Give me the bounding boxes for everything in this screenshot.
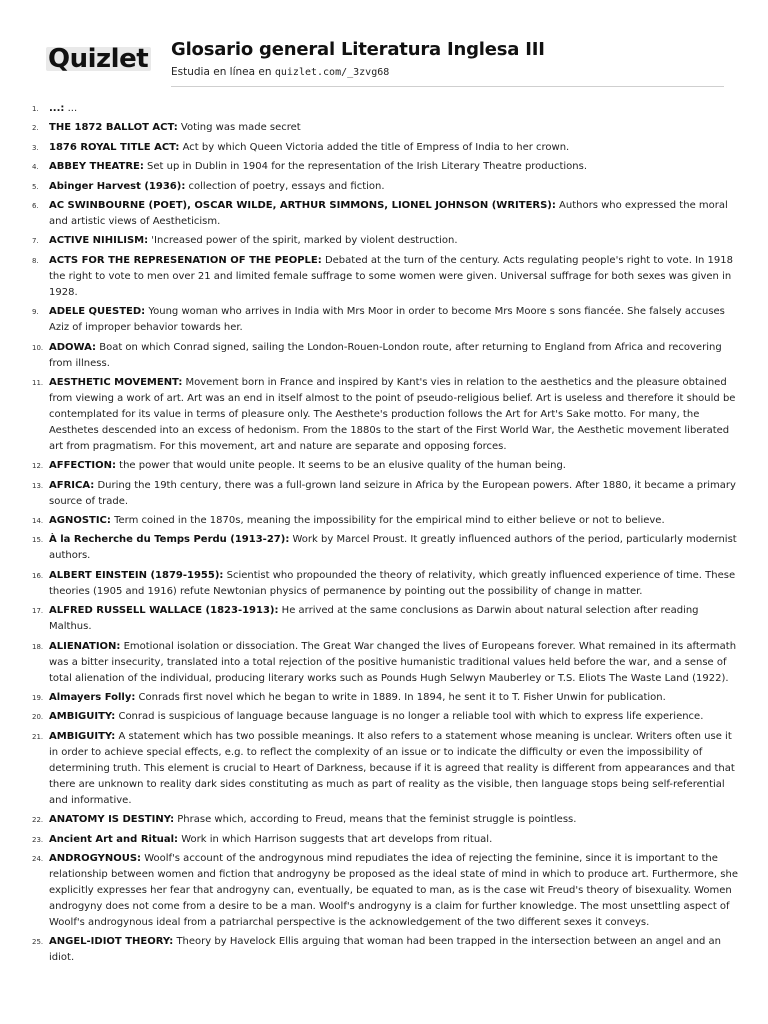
entry-number: 21. [32,732,44,741]
entry-number: 17. [32,607,44,616]
glossary-entry [32,690,738,706]
entry-definition: Emotional isolation or dissociation. The Great War changed the lives of Europeans forever. What remained in its aftermath was a bitter insecurity, translated into a total rejection of the positive humanistic traditional values held before the war, and a sense of total alienation of the individual, producing literary works such as Pounds Hugh Selwyn Mauberley or T.S. Eliots The Waste Land (1922). [49,640,737,684]
glossary-entry [32,513,738,529]
entry-definition: Young woman who arrives in India with Mrs Moor in order to become Mrs Moore s sons fiancée. She falsely accuses Aziz of improper behavior towards her. [49,306,725,334]
entry-number: 8. [32,256,39,265]
glossary-entry [32,140,738,156]
glossary-entry [32,812,738,828]
entry-term: AMBIGUITY: [49,730,116,742]
entry-term: ANATOMY IS DESTINY: [49,814,175,826]
entry-number: 7. [32,237,39,246]
glossary-entry [32,458,738,474]
entry-number: 2. [32,124,39,133]
glossary-list [32,101,738,970]
entry-definition: Theory by Havelock Ellis arguing that woman had been trapped in the intersection between an angel and an idiot. [49,936,722,964]
entry-definition: Conrad is suspicious of language because language is no longer a reliable tool with which to express life experience. [115,711,704,723]
entry-definition: During the 19th century, there was a full-grown land seizure in Africa by the European powers. After 1880, it became a primary source of trade. [49,479,736,507]
entry-definition: Term coined in the 1870s, meaning the impossibility for the empirical mind to either believe or not to believe. [110,515,665,527]
header-divider [171,86,724,87]
entry-number: 4. [32,163,39,172]
glossary-entry [32,568,738,600]
glossary-entry [32,198,738,230]
entry-definition: Woolf's account of the androgynous mind repudiates the idea of rejecting the feminine, since it is important to the relationship between women and fiction that androgyny be proposed as the ideal state of mind in which to produce art. Furthermore, she explicitly expresses her fear that androgyny can, eventually, be equated to man, as is the case wit Freud's theory of bisexuality. Women androgyny does not come from a desire to be a man. Woolf's androgyny is a claim for further knowledge. The most unsettling aspect of Woolf's androgynous ideal from a patriarchal perspective is the acknowledgement of the two different sexes it conveys. [49,852,738,928]
glossary-entry [32,729,738,809]
entry-term: ALIENATION: [49,640,121,652]
entry-term: ALBERT EINSTEIN (1879-1955): [49,569,224,581]
entry-term: AFFECTION: [49,460,116,472]
entry-term: 1876 ROYAL TITLE ACT: [49,141,180,153]
entry-number: 5. [32,182,39,191]
entry-term: ACTS FOR THE REPRESENATION OF THE PEOPLE: [49,254,322,266]
entry-definition: A statement which has two possible meanings. It also refers to a statement whose meaning is unclear. Writers often use it in order to achieve special effects, e.g. to reflect the complexity of an issue or to indicate the difficulty or even the impossibility of determining truth. This element is crucial to Heart of Darkness, because if it is agreed that reality is different from appearances and that there are unknown to reality dark sides constituting as much as part of reality as the visible, then language stops being self-referential and informative. [49,730,735,806]
glossary-entry [32,253,738,301]
entry-term: ...: [49,103,65,114]
entry-number: 24. [32,854,44,863]
entry-definition: Debated at the turn of the century. Acts regulating people's right to vote. In 1918 the right to vote to men over 21 and limited female suffrage to some women were given. Universal suffrage for both sexes was given in 1928. [49,254,733,298]
entry-term: À la Recherche du Temps Perdu (1913-27): [49,534,290,546]
entry-term: ADOWA: [49,341,97,353]
entry-definition: Work by Marcel Proust. It greatly influenced authors of the period, particularly modernist authors. [49,534,737,562]
entry-term: Abinger Harvest (1936): [49,180,186,192]
entry-number: 20. [32,713,44,722]
entry-definition: collection of poetry, essays and fiction. [185,180,385,192]
entry-term: Ancient Art and Ritual: [49,833,179,845]
entry-term: AGNOSTIC: [49,515,111,527]
glossary-entry [32,639,738,687]
entry-term: AC SWINBOURNE (POET), OSCAR WILDE, ARTHUR SIMMONS, LIONEL JOHNSON (WRITERS): [49,199,556,211]
entry-number: 18. [32,642,44,651]
entry-definition: ... [64,103,78,114]
entry-number: 12. [32,462,44,471]
glossary-entry [32,709,738,725]
glossary-entry [32,478,738,510]
glossary-entry [32,179,738,195]
entry-definition: Authors who expressed the moral and artistic views of Aestheticism. [49,199,728,227]
entry-number: 14. [32,517,44,526]
glossary-entry [32,304,738,336]
entry-definition: Set up in Dublin in 1904 for the representation of the Irish Literary Theatre productions. [143,161,588,173]
entry-number: 10. [32,343,44,352]
entry-number: 19. [32,694,44,703]
study-online-line [171,66,389,78]
entry-term: ANDROGYNOUS: [49,852,142,864]
entry-definition: Movement born in France and inspired by Kant's vies in relation to the aesthetics and the pleasure obtained from viewing a work of art. Art was an end in itself almost to the point of pseudo-religious belief. Art is useless and therefore it should be contemplated for its value in terms of pleasure only. The Aesthete's production follows the Art for Art's Sake motto. For many, the Aesthetes descended into an excess of hedonism. From the 1880s to the start of the First World War, the Aesthetic movement liberated art from pragmatism. For this movement, art and nature are separate and opposing forces. [49,376,736,452]
quizlet-logo[interactable]: Quizlet [48,44,149,74]
glossary-entry [32,375,738,455]
entry-definition: Work in which Harrison suggests that art develops from ritual. [178,833,493,845]
glossary-entry [32,159,738,175]
glossary-entry [32,603,738,635]
entry-definition: Boat on which Conrad signed, sailing the London-Rouen-London route, after returning to England from Africa and recovering from illness. [49,341,722,369]
glossary-entry [32,340,738,372]
entry-definition: the power that would unite people. It seems to be an elusive quality of the human being. [115,460,566,472]
entry-term: THE 1872 BALLOT ACT: [49,122,178,134]
entry-number: 15. [32,536,44,545]
entry-number: 9. [32,308,39,317]
entry-term: AESTHETIC MOVEMENT: [49,376,183,388]
entry-number: 3. [32,143,39,152]
glossary-entry [32,851,738,931]
entry-term: AMBIGUITY: [49,711,116,723]
entry-definition: Phrase which, according to Freud, means that the feminist struggle is pointless. [174,814,577,826]
study-url-link[interactable]: quizlet.com/_3zvg68 [274,67,390,78]
entry-number: 11. [32,378,44,387]
entry-term: ADELE QUESTED: [49,306,146,318]
entry-definition: Conrads first novel which he began to write in 1889. In 1894, he sent it to T. Fisher Unwin for publication. [135,692,666,704]
entry-definition: Voting was made secret [177,122,301,134]
entry-number: 16. [32,571,44,580]
page-header [0,0,768,92]
glossary-entry [32,934,738,966]
glossary-entry [32,233,738,249]
entry-number: 6. [32,201,39,210]
glossary-entry [32,832,738,848]
subtitle-prefix: Estudia en línea en [171,66,275,78]
entry-number: 13. [32,481,44,490]
entry-number: 1. [32,105,39,113]
entry-term: Almayers Folly: [49,692,136,704]
entry-term: ACTIVE NIHILISM: [49,235,149,247]
entry-term: ANGEL-IDIOT THEORY: [49,936,174,948]
entry-term: AFRICA: [49,479,95,491]
entry-definition: 'Increased power of the spirit, marked by violent destruction. [148,235,458,247]
entry-term: ABBEY THEATRE: [49,161,144,173]
page-title: Glosario general Literatura Inglesa III [171,39,545,60]
entry-definition: He arrived at the same conclusions as Darwin about natural selection after reading Malthus. [49,605,699,633]
glossary-entry [32,120,738,136]
entry-definition: Scientist who propounded the theory of relativity, which greatly influenced experience of time. These theories (1905 and 1916) refute Newtonian physics of permanence by pointing out the possibility of change in matter. [49,569,736,597]
entry-number: 23. [32,835,44,844]
glossary-entry [32,532,738,564]
entry-term: ALFRED RUSSELL WALLACE (1823-1913): [49,605,279,617]
entry-number: 25. [32,938,44,947]
entry-definition: Act by which Queen Victoria added the title of Empress of India to her crown. [179,141,570,153]
entry-number: 22. [32,816,44,825]
glossary-entry [32,101,738,117]
